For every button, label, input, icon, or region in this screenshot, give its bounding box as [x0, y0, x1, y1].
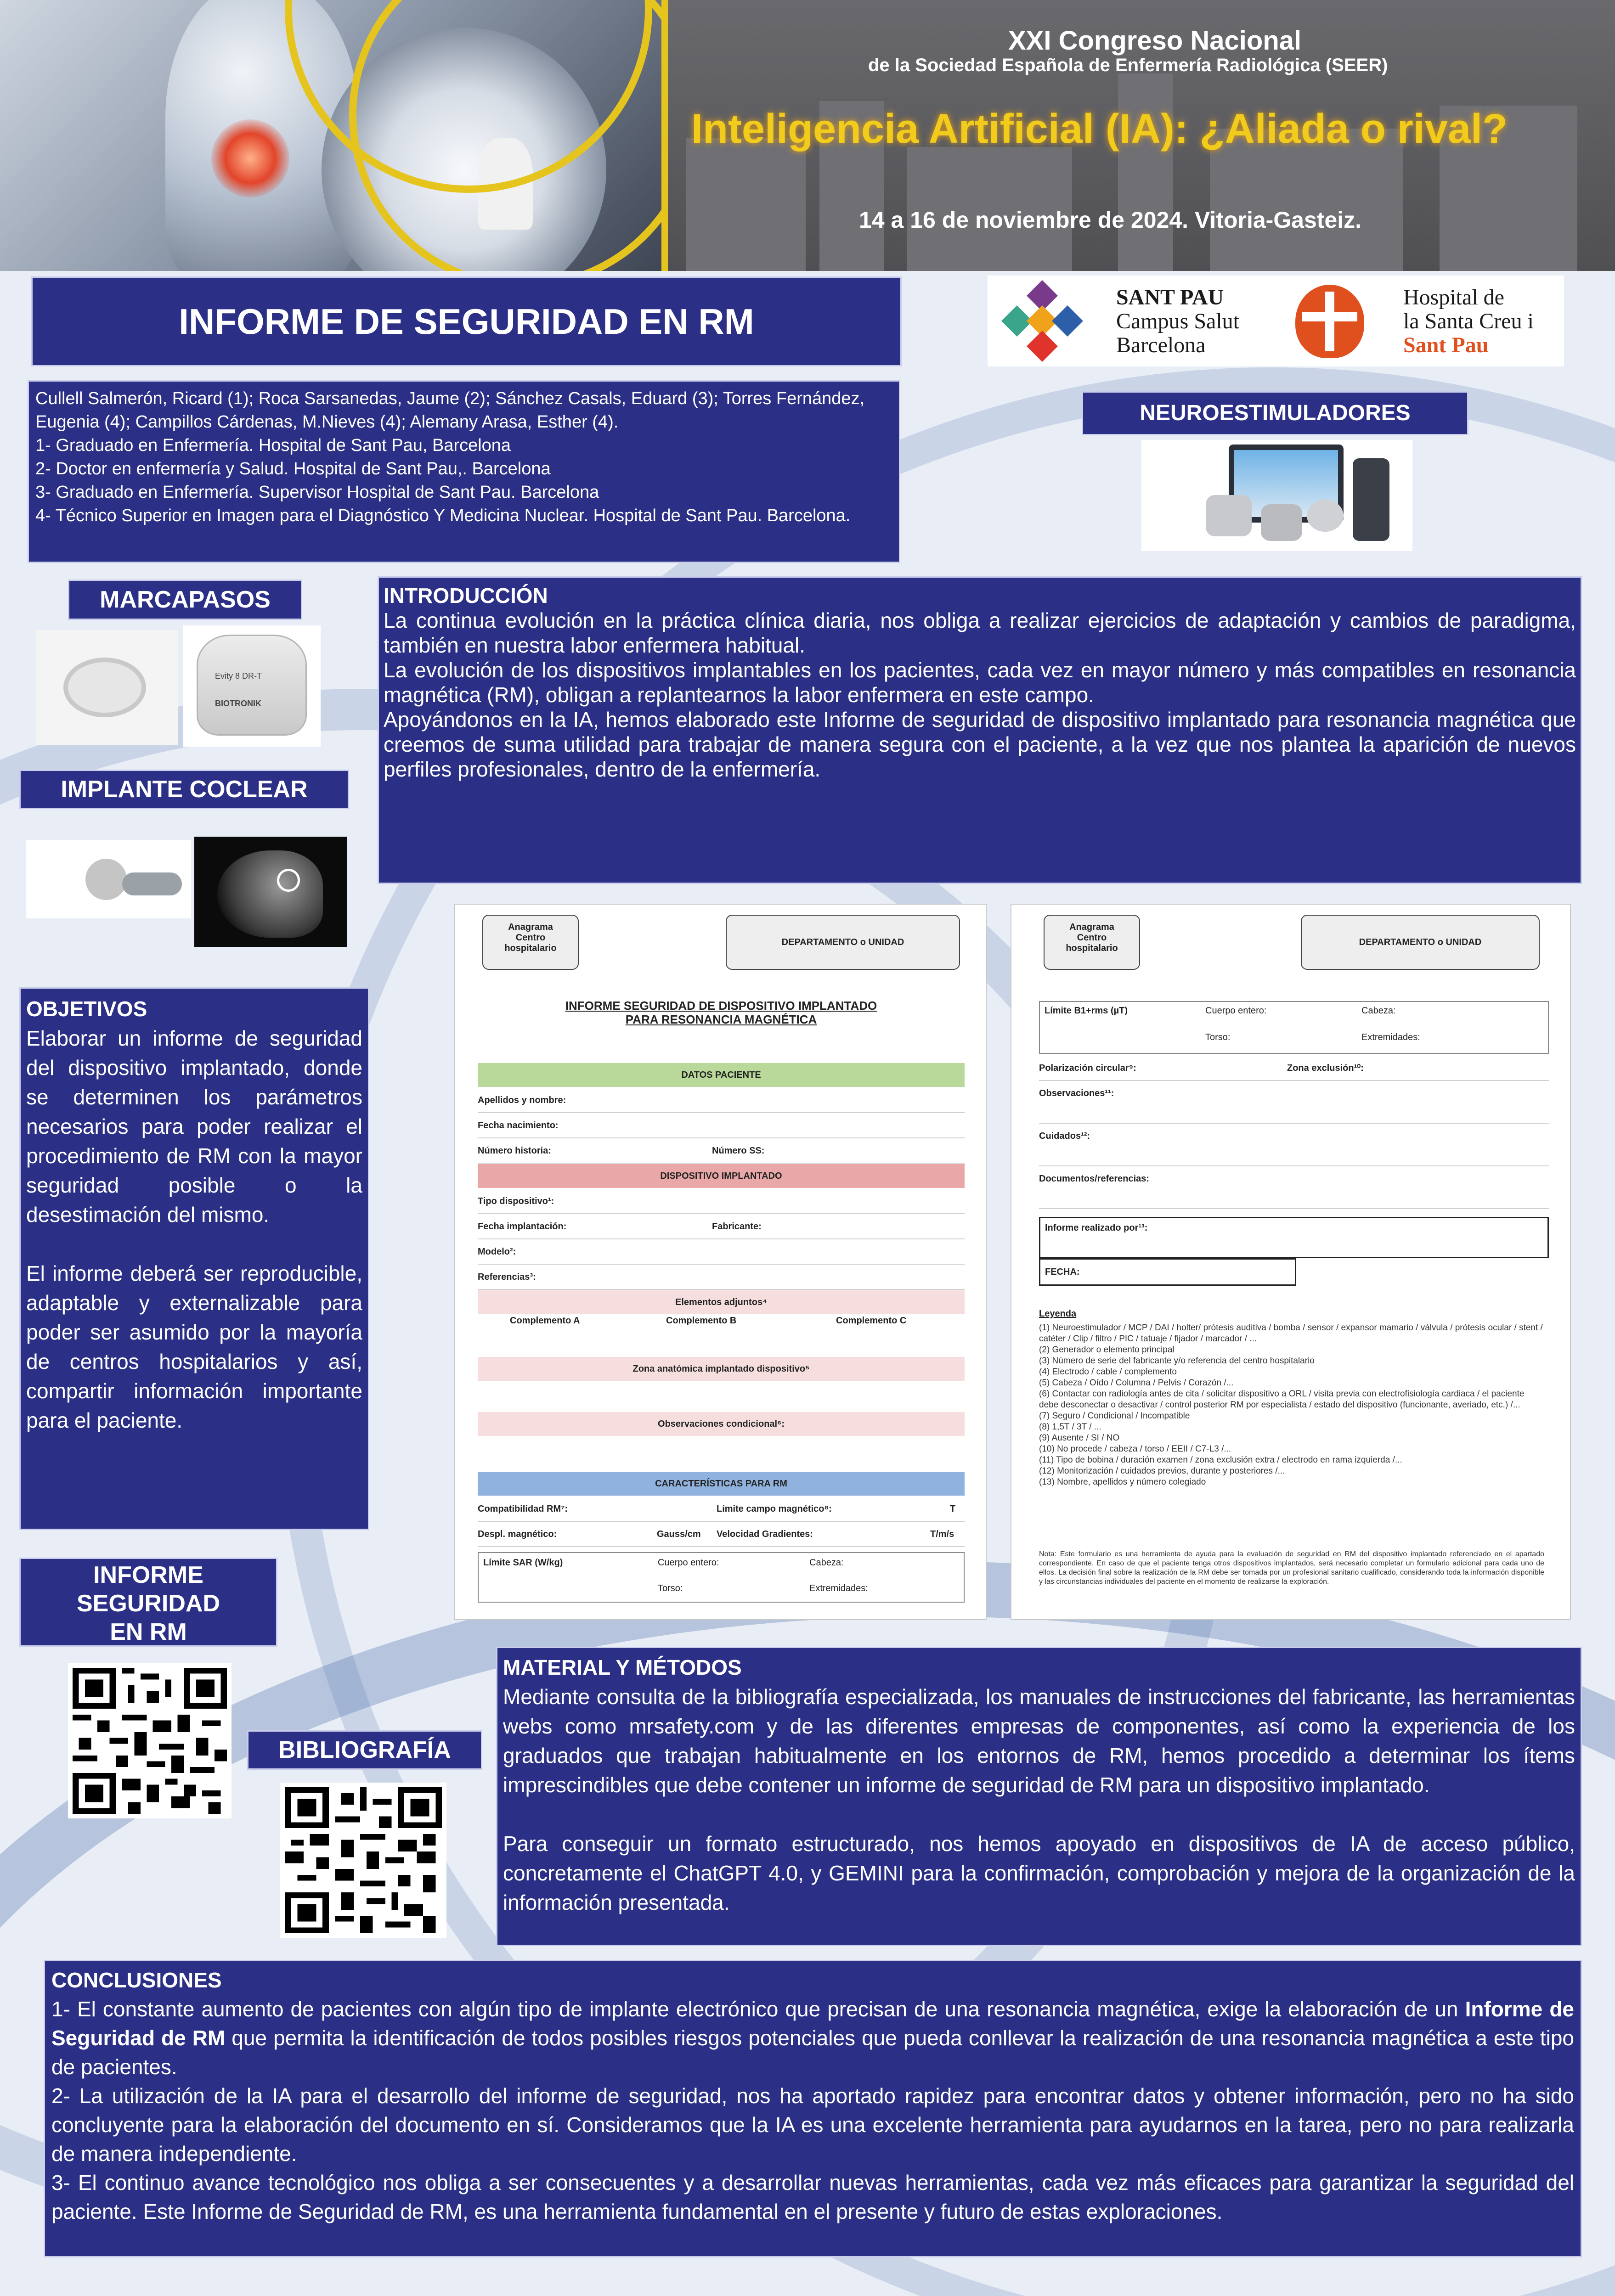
legend-item: (6) Contactar con radiología antes de cita / solicitar dispositivo a ORL / visita previa con electrofisiología cardiaca / el paciente debe desconectar o desactivar / control posterior RM por especialista / estado del dispositivo (funcionante, averiado, etc.) /...	[1039, 1389, 1525, 1410]
pacemaker-photo	[36, 630, 178, 745]
department-box: DEPARTAMENTO o UNIDAD	[726, 915, 960, 970]
legend-item: (1) Neuroestimulador / MCP / DAI / holter/ prótesis auditiva / bomba / sensor / expansor mamario / válvula / prótesis ocular / stent / catéter / Clip / filtro / PIC / tatuaje / fijador / marcador / ...	[1039, 1323, 1543, 1344]
congress-dates: 14 a 16 de noviembre de 2024. Vitoria-Gasteiz.	[859, 207, 1362, 233]
anagram-box: Anagrama Centro hospitalario	[482, 915, 579, 970]
authors-list: Cullell Salmerón, Ricard (1); Roca Sarsanedas, Jaume (2); Sánchez Casals, Eduard (3); Torres Fernández, Eugenia (4); Campillos Cárdenas, M.Nieves (4); Alemany Arasa, Esther (4).	[35, 389, 865, 432]
conclusions-box	[44, 1960, 1582, 2257]
field-model: Modelo²:	[478, 1240, 965, 1265]
anagram-box: Anagrama Centro hospitalario	[1044, 915, 1140, 970]
field-report-by: Informe realizado por¹³:	[1039, 1217, 1549, 1258]
form-note: Nota: Este formulario es una herramienta de ayuda para la evaluación de seguridad en RM del dispositivo implantado referenciado en el apartado correspondiente. En caso de que el paciente tenga otros dispositivos implantados, será necesario completar un formulario adicional para cada uno de ellos. La decisión final sobre la realización de la RM debe ser tomada por un profesional sanitario cualificado, considerando toda la información disponible y las circunstancias individuales del paciente en el momento de realizarse la exploración.	[1039, 1550, 1544, 1586]
poster-title	[31, 276, 902, 366]
field-field-limit: Límite campo magnético⁸:	[717, 1504, 832, 1514]
complement-b: Complemento B	[666, 1316, 737, 1326]
legend-item: (4) Electrodo / cable / complemento	[1039, 1367, 1177, 1377]
bibliography-qr-code[interactable]	[280, 1783, 446, 1938]
logo-panel	[988, 276, 1564, 366]
cochlear-implant-photo	[26, 840, 191, 918]
objectives-box	[19, 987, 369, 1530]
introduction-box	[378, 576, 1582, 884]
hospital-name: Hospital de la Santa Creu i Sant Pau	[1403, 285, 1534, 357]
safety-report-qr-label: INFORME SEGURIDAD EN RM	[19, 1558, 277, 1647]
conclusions-title: CONCLUSIONES	[51, 1968, 222, 1992]
field-manufacturer: Fabricante:	[712, 1221, 762, 1232]
field-date: FECHA:	[1039, 1258, 1296, 1286]
decorative-ring	[349, 0, 698, 271]
glowing-heart-icon	[211, 119, 289, 197]
affiliation: 4- Técnico Superior en Imagen para el Diagnóstico Y Medicina Nuclear. Hospital de Sant Pau. Barcelona.	[35, 506, 851, 525]
methods-title: MATERIAL Y MÉTODOS	[503, 1655, 742, 1679]
congress-title: XXI Congreso Nacional	[1008, 26, 1302, 56]
field-history-number: Número historia:	[478, 1139, 965, 1164]
unit-tesla: T	[950, 1504, 956, 1514]
anatomic-zone-band: Zona anatómica implantado dispositivo⁵	[478, 1357, 965, 1381]
implanted-device-band: DISPOSITIVO IMPLANTADO	[478, 1164, 965, 1188]
society-name: de la Sociedad Española de Enfermería Radiológica (SEER)	[868, 55, 1388, 75]
field-implant-date: Fecha implantación:	[478, 1215, 965, 1239]
pacemakers-label: MARCAPASOS	[68, 580, 302, 620]
legend-item: (12) Monitorización / cuidados previos, durante y posteriores /...	[1039, 1466, 1285, 1476]
mri-characteristics-band: CARACTERÍSTICAS PARA RM	[478, 1472, 965, 1496]
legend-title: Leyenda	[1039, 1309, 1077, 1319]
objectives-paragraph: El informe deberá ser reproducible, adaptable y externalizable para poder ser asumido por la mayoría de centros hospitalarios y así, compartir información importante para el paciente.	[26, 1261, 362, 1432]
methods-paragraph: Para conseguir un formato estructurado, nos hemos apoyado en dispositivos de IA de acceso público, concretamente el ChatGPT 4.0, y GEMINI para la confirmación, comprobación y mejora de la organización de la información presentada.	[503, 1832, 1575, 1914]
poster-header	[0, 0, 1615, 271]
field-gradient-speed: Velocidad Gradientes:	[717, 1529, 813, 1539]
legend-item: (5) Cabeza / Oído / Columna / Pelvis / Corazón /...	[1039, 1378, 1234, 1388]
building-silhouette	[686, 138, 806, 271]
congress-theme: Inteligencia Artificial (IA): ¿Aliada o rival?	[691, 106, 1508, 152]
legend-list	[1039, 1322, 1544, 1488]
affiliation: 3- Graduado en Enfermería. Supervisor Hospital de Sant Pau. Barcelona	[35, 483, 599, 502]
methods-box	[496, 1647, 1582, 1946]
introduction-paragraph: La continua evolución en la práctica clínica diaria, nos obliga a realizar ejercicios de adaptación y cambios de paradigma, también en nuestra labor enfermera habitual.	[384, 608, 1576, 657]
affiliation: 2- Doctor en enfermería y Salud. Hospital de Sant Pau,. Barcelona	[35, 459, 551, 478]
cochlear-xray-photo	[194, 837, 347, 947]
form-heading: INFORME SEGURIDAD DE DISPOSITIVO IMPLANTADO PARA RESONANCIA MAGNÉTICA	[565, 999, 877, 1026]
poster-title-text: INFORME DE SEGURIDAD EN RM	[179, 301, 754, 342]
legend-item: (2) Generador o elemento principal	[1039, 1345, 1175, 1355]
introduction-title: INTRODUCCIÓN	[384, 584, 548, 608]
bibliography-label: BIBLIOGRAFÍA	[247, 1730, 482, 1770]
conclusion-item: 3- El continuo avance tecnológico nos obliga a ser consecuentes y a desarrollar nuevas herramientas, cada vez más eficaces para garantizar la seguridad del paciente. Este Informe de Seguridad de RM, es una herramienta fundamental en el presente y futuro de estas exploraciones.	[51, 2171, 1574, 2223]
conclusion-item: 2- La utilización de la IA para el desarrollo del informe de seguridad, nos ha aportado rapidez para encontrar datos y obtener información, pero no ha sido concluyente para la elaboración del documento en sí. Consideramos que la IA es una excelente herramienta para ayudarnos en la tarea, pero no para realizarla de manera independiente.	[51, 2084, 1574, 2166]
implant-generator	[1307, 500, 1344, 532]
methods-paragraph: Mediante consulta de la bibliografía especializada, los manuales de instrucciones del fabricante, las herramientas webs como mrsafety.com y de las diferentes empresas de componentes, así como la experiencia de los graduados que trabajan habitualmente en los entornos de RM, hemos procedido a determinar los ítems imprescindibles que debe contener un informe de seguridad de RM para un dispositivo implantado.	[503, 1685, 1575, 1797]
legend-item: (13) Nombre, apellidos y número colegiado	[1039, 1477, 1206, 1487]
field-birthdate: Fecha nacimiento:	[478, 1114, 965, 1138]
cochlear-implant-label: IMPLANTE COCLEAR	[19, 770, 349, 809]
conditional-observations-band: Observaciones condicional⁶:	[478, 1412, 965, 1436]
remote-control	[1353, 458, 1389, 541]
neurostimulators-label: NEUROESTIMULADORES	[1082, 391, 1468, 435]
field-displacement: Despl. magnético:	[478, 1522, 965, 1547]
field-device-type: Tipo dispositivo¹:	[478, 1189, 965, 1214]
hospital-cross-logo-mark	[1295, 285, 1364, 358]
legend-item: (8) 1,5T / 3T / ...	[1039, 1422, 1101, 1432]
unit-tms: T/m/s	[930, 1529, 954, 1539]
field-references: Referencias³:	[478, 1265, 965, 1290]
field-documents: Documentos/referencias:	[1039, 1167, 1549, 1209]
b1-limit-table: Límite B1+rms (µT) Cuerpo entero: Cabeza: Torso: Extremidades:	[1039, 1001, 1549, 1054]
implant-generator	[1206, 495, 1252, 536]
building-silhouette	[1118, 73, 1173, 271]
header-divider	[661, 0, 668, 271]
sant-pau-campus-logo-mark	[1006, 285, 1079, 358]
legend-item: (7) Seguro / Condicional / Incompatible	[1039, 1411, 1190, 1421]
unit-gauss: Gauss/cm	[657, 1529, 701, 1539]
safety-report-form-page-2	[1011, 904, 1571, 1620]
legend-item: (3) Número de serie del fabricante y/o referencia del centro hospitalario	[1039, 1356, 1315, 1366]
attached-elements-band: Elementos adjuntos⁴	[478, 1290, 965, 1314]
authors-box	[28, 380, 900, 563]
implant-generator	[1261, 504, 1302, 541]
patient-data-band: DATOS PACIENTE	[478, 1063, 965, 1087]
department-box: DEPARTAMENTO o UNIDAD	[1301, 915, 1540, 970]
legend-item: (11) Tipo de bobina / duración examen / zona exclusión extra / electrodo en rama izquierda /...	[1039, 1455, 1402, 1465]
introduction-paragraph: La evolución de los dispositivos implantables en los pacientes, cada vez en mayor número y más compatibles en resonancia magnética (RM), obligan a replantearnos la labor enfermera en este campo.	[384, 658, 1576, 707]
field-compatibility: Compatibilidad RM⁷:	[478, 1497, 965, 1522]
pacemaker-evity-photo: Evity 8 DR-T BIOTRONIK	[183, 625, 321, 747]
field-exclusion-zone: Zona exclusión¹⁰:	[1287, 1063, 1364, 1073]
conclusion-item: 1- El constante aumento de pacientes con algún tipo de implante electrónico que precisan de una resonancia magnética, exige la elaboración de un Informe de Seguridad de RM que permita la identificación de todos posibles riesgos potenciales que pueda conllevar la realización de una resonancia magnética a este tipo de pacientes.	[51, 1997, 1574, 2079]
affiliation: 1- Graduado en Enfermería. Hospital de Sant Pau, Barcelona	[35, 436, 511, 455]
field-observations: Observaciones¹¹:	[1039, 1081, 1549, 1124]
field-ss-number: Número SS:	[712, 1146, 765, 1156]
legend-item: (9) Ausente / SI / NO	[1039, 1433, 1120, 1443]
field-care: Cuidados¹²:	[1039, 1124, 1549, 1166]
legend-item: (10) No procede / cabeza / torso / EEII / C7-L3 /...	[1039, 1444, 1231, 1454]
sar-table: Límite SAR (W/kg) Cuerpo entero: Cabeza: Torso: Extremidades:	[478, 1552, 965, 1603]
field-name: Apellidos y nombre:	[478, 1088, 965, 1113]
objectives-title: OBJETIVOS	[26, 997, 147, 1021]
sant-pau-campus-name: SANT PAU Campus Salut Barcelona	[1116, 285, 1240, 357]
safety-report-qr-code[interactable]	[68, 1663, 232, 1818]
complement-a: Complemento A	[510, 1316, 580, 1326]
introduction-paragraph: Apoyándonos en la IA, hemos elaborado este Informe de seguridad de dispositivo implantado para resonancia magnética que creemos de suma utilidad para trabajar de manera segura con el paciente, a la vez que nos plantea la aparición de nuevos perfiles profesionales, dentro de la enfermería.	[384, 708, 1576, 781]
neurostimulator-devices-photo	[1141, 440, 1412, 551]
complement-c: Complemento C	[836, 1316, 907, 1326]
field-circular-polarization: Polarización circular⁹:	[1039, 1056, 1549, 1081]
objectives-paragraph: Elaborar un informe de seguridad del dispositivo implantado, donde se determinen los parámetros necesarios para poder realizar el procedimiento de RM con la mayor seguridad posible o la desestimación del mismo.	[26, 1026, 362, 1227]
safety-report-form-page-1	[454, 904, 987, 1620]
